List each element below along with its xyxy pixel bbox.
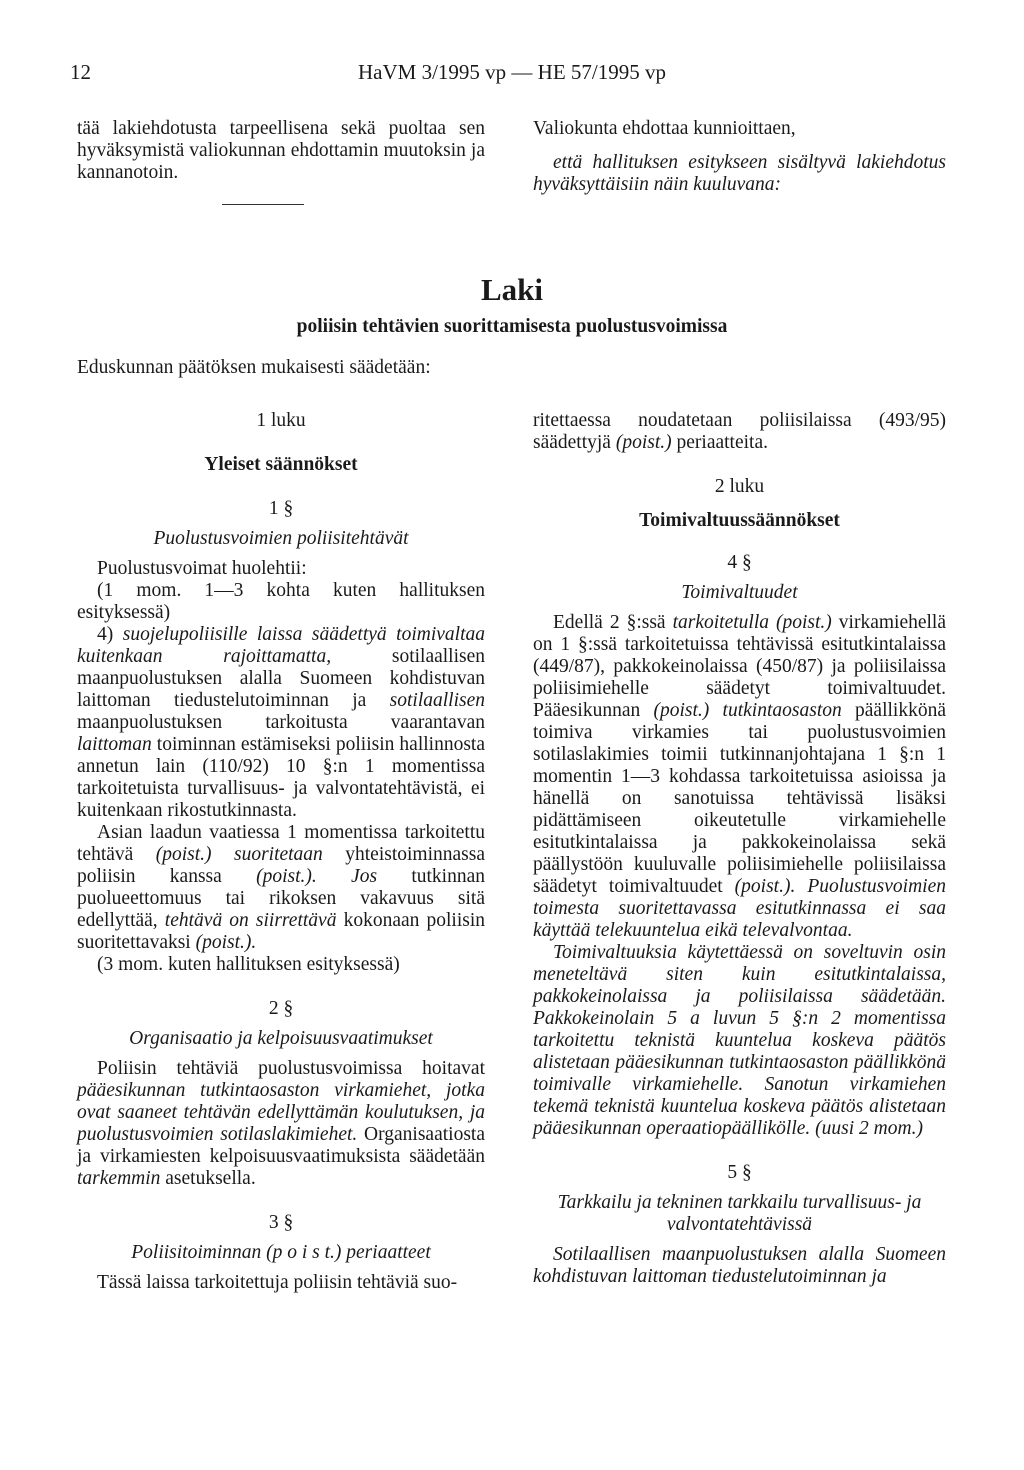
section-2-number: 2 § bbox=[268, 998, 294, 1019]
chapter-1-title: Yleiset säännökset bbox=[204, 454, 358, 475]
enactment-clause: Eduskunnan päätöksen mukaisesti säädetään: bbox=[77, 357, 431, 378]
section-1-para-1: Puolustusvoimat huolehtii: bbox=[97, 558, 307, 579]
section-5-para-1 bbox=[533, 1244, 946, 1288]
text-run: maanpuolustuksen tarkoitusta vaarantavan bbox=[77, 712, 485, 733]
section-2-para-1 bbox=[77, 1058, 485, 1190]
section-5-title: Tarkkailu ja tekninen tarkkailu turvallisuus- ja valvontatehtävissä bbox=[557, 1192, 922, 1235]
text-run-italic: sotilaallisen bbox=[389, 690, 485, 711]
section-3-number: 3 § bbox=[268, 1212, 294, 1233]
text-run-italic: (poist.) bbox=[615, 432, 672, 453]
section-4-number: 4 § bbox=[727, 552, 752, 573]
section-3-continuation bbox=[533, 410, 946, 454]
text-run-italic: laittoman bbox=[77, 734, 152, 755]
text-run-italic: tarkemmin bbox=[77, 1168, 161, 1189]
text-run-italic: (poist.). bbox=[195, 932, 257, 953]
section-5-number: 5 § bbox=[727, 1162, 752, 1183]
intro-right-line2: että hallituksen esitykseen sisältyvä lakiehdotus hyväksyttäisiin näin kuuluvana: bbox=[533, 152, 946, 195]
text-run-italic: (poist.). Puolustusvoimien toimesta suoritettavassa esitutkinnassa ei saa käyttää telekuuntelua eikä televalvontaa. bbox=[533, 876, 946, 941]
intro-right-line1: Valiokunta ehdottaa kunnioittaen, bbox=[533, 118, 796, 139]
chapter-2-title: Toimivaltuussäännökset bbox=[639, 510, 840, 531]
text-run: Asian laadun vaatiessa 1 momentissa tarkoitettu tehtävä bbox=[77, 822, 485, 865]
text-run: päällikkönä toimiva virkamies tai puolustusvoimien sotilaslakimies toimii tutkinnanjohtajana 1 §:n 1 momentin 1—3 kohdassa tarkoitetuissa asioissa ja hänellä on sanotuissa tehtävissä lisäksi pidättämiseen oikeutetulle virkamiehelle esitutkintalaissa ja pakkokeinolaissa sekä päällystöön kuuluvalle poliisimiehelle poliisilaissa säädetyt toimivaltuudet bbox=[533, 700, 946, 897]
section-2-title: Organisaatio ja kelpoisuusvaatimukset bbox=[129, 1028, 433, 1049]
section-1-number: 1 § bbox=[268, 498, 294, 519]
chapter-2-number: 2 luku bbox=[714, 476, 765, 497]
right-column bbox=[533, 410, 946, 1288]
text-run-italic: pääesikunnan tutkintaosaston virkamiehet, jotka ovat saaneet tehtävän edellyttämän koulutuksen, ja puolustusvoimien sotilaslakimiehet. bbox=[77, 1080, 485, 1145]
left-column bbox=[77, 410, 485, 1294]
text-run: Poliisin tehtäviä puolustusvoimissa hoitavat bbox=[97, 1058, 485, 1079]
text-run: periaatteita. bbox=[671, 432, 768, 453]
section-4-para-1 bbox=[533, 612, 946, 942]
section-1-para-2: (1 mom. 1—3 kohta kuten hallituksen esityksessä) bbox=[77, 580, 485, 623]
law-subtitle: poliisin tehtävien suorittamisesta puolustusvoimissa bbox=[296, 316, 728, 337]
section-3-para-1: Tässä laissa tarkoitettuja poliisin tehtäviä suo- bbox=[97, 1272, 458, 1293]
intro-right bbox=[533, 118, 946, 196]
text-run-italic: tarkoitetulla (poist.) bbox=[672, 612, 832, 633]
section-4-title: Toimivaltuudet bbox=[681, 582, 798, 603]
separator-line bbox=[222, 204, 304, 205]
text-run: sotilaallisen maanpuolustuksen alalla Suomeen kohdistuvan laittoman tiedustelutoiminnan ja bbox=[77, 646, 486, 711]
intro-left-text: tää lakiehdotusta tarpeellisena sekä puoltaa sen hyväksymistä valiokunnan ehdottamin muutoksin ja kannanotoin. bbox=[77, 118, 485, 183]
text-run: toiminnan estämiseksi poliisin hallinnosta annetun lain (110/92) 10 §:n 1 momentissa tarkoitetuista turvallisuus- ja valvontatehtävistä, ei kuitenkaan rikostutkinnasta. bbox=[77, 734, 485, 821]
text-run-italic: tehtävä on siirrettävä bbox=[164, 910, 337, 931]
text-run: 4) bbox=[97, 624, 123, 645]
intro-left bbox=[77, 118, 485, 184]
section-3-title: Poliisitoiminnan (p o i s t.) periaatteet bbox=[131, 1242, 431, 1263]
text-run: yhteistoiminnassa poliisin kanssa bbox=[77, 844, 485, 887]
section-1-para-3 bbox=[77, 624, 485, 822]
law-title: Laki bbox=[480, 272, 544, 307]
page-number: 12 bbox=[70, 60, 91, 84]
page-header-title: HaVM 3/1995 vp — HE 57/1995 vp bbox=[358, 60, 666, 84]
text-run: Edellä 2 §:ssä bbox=[553, 612, 673, 633]
text-run: virkamiehellä on 1 §:ssä tarkoitetuissa tehtävissä esitutkintalaissa (449/87), pakkokeinolaissa (450/87) ja poliisilaissa poliisimiehelle säädetyt toimivaltuudet. Pääesikunnan bbox=[533, 612, 946, 721]
text-run: ritettaessa noudatetaan poliisilaissa (493/95) säädettyjä bbox=[533, 410, 946, 453]
text-run-italic: Sotilaallisen maanpuolustuksen alalla Suomeen kohdistuvan laittoman tiedustelutoiminnan ja bbox=[533, 1244, 946, 1287]
text-run: kokonaan poliisin suoritettavaksi bbox=[77, 910, 486, 953]
section-1-para-4 bbox=[77, 822, 485, 954]
text-run: tutkinnan puolueettomuus tai rikoksen vakavuus sitä edellyttää, bbox=[77, 866, 485, 931]
text-run-italic: suojelupoliisille laissa säädettyä toimivaltaa kuitenkaan rajoittamatta, bbox=[77, 624, 486, 667]
section-1-para-5: (3 mom. kuten hallituksen esityksessä) bbox=[97, 954, 400, 975]
section-4-para-2: Toimivaltuuksia käytettäessä on soveltuvin osin meneteltävä siten kuin esitutkintalaissa, pakkokeinolaissa ja poliisilaissa säädetään. Pakkokeinolain 5 a luvun 5 §:n 2 momentissa tarkoitettu teknistä kuuntelua koskeva päätös alistetaan pääesikunnan tutkintaosaston päällikkönä toimivalle virkamiehelle. Sanotun virkamiehen tekemä teknistä kuuntelua koskeva päätös alistetaan pääesikunnan operaatiopäällikölle. (uusi 2 mom.) bbox=[533, 942, 946, 1139]
text-run-italic: (poist.) suoritetaan bbox=[155, 844, 323, 865]
text-run-italic: (poist.). Jos bbox=[256, 866, 378, 887]
chapter-1-number: 1 luku bbox=[256, 410, 306, 431]
text-run-italic: (poist.) tutkintaosaston bbox=[653, 700, 842, 721]
section-1-title: Puolustusvoimien poliisitehtävät bbox=[153, 528, 409, 549]
text-run: asetuksella. bbox=[160, 1168, 256, 1189]
text-run: Organisaatiosta ja virkamiesten kelpoisuusvaatimuksista säädetään bbox=[77, 1124, 485, 1167]
